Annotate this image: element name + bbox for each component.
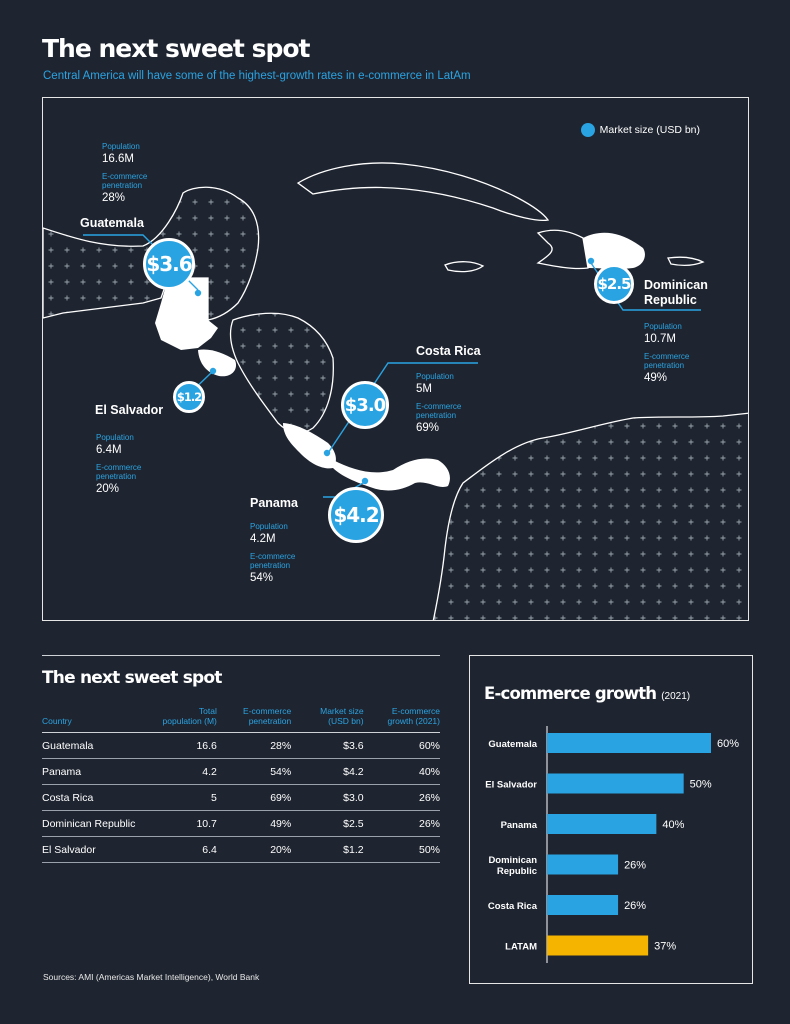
bar-value-label: 26%: [624, 900, 647, 912]
panama-name: Panama: [250, 496, 298, 510]
page-title: The next sweet spot: [42, 34, 310, 63]
bar: [547, 733, 711, 753]
cell-market: $3.6: [291, 733, 363, 759]
cell-country: Panama: [42, 759, 161, 785]
bar-value-label: 50%: [689, 778, 712, 791]
bar-chart-svg: [470, 656, 752, 983]
el-salvador-market-bubble: $1.2: [173, 381, 205, 413]
el-salvador-population-value: 6.4M: [96, 444, 122, 456]
table-row: [42, 837, 440, 863]
category-label: Panama: [500, 820, 537, 831]
bar-value-label: 37%: [654, 940, 677, 953]
cell-country: Dominican Republic: [42, 811, 161, 837]
dr-penetration-value: 49%: [644, 372, 668, 384]
guatemala-penetration-value: 28%: [102, 192, 126, 204]
bar-value-label: 60%: [717, 738, 740, 750]
cell-penetration: 20%: [217, 837, 291, 863]
legend-label: Market size (USD bn): [599, 124, 700, 136]
chart-title: E-commerce growth (2021): [484, 684, 691, 703]
cell-country: Costa Rica: [42, 785, 161, 811]
puerto-rico-outline: [668, 257, 703, 265]
panama-population-label: Population: [250, 522, 288, 531]
header-country: Country: [42, 716, 72, 726]
bar: [547, 936, 648, 956]
legend-dot-icon: [581, 123, 595, 137]
guatemala-population-label: Population: [102, 142, 140, 151]
panama-shape: [333, 458, 450, 490]
guatemala-market-bubble: $3.6: [143, 238, 195, 290]
table-row: [42, 759, 440, 785]
bar-value-label: 40%: [662, 819, 685, 831]
table-title: The next sweet spot: [42, 668, 222, 688]
category-label: Costa Rica: [487, 901, 537, 912]
summary-table-section: [42, 655, 440, 863]
category-label: LATAM: [505, 941, 537, 953]
bar: [547, 814, 656, 834]
bar-value-label: 26%: [624, 859, 647, 872]
bar: [547, 855, 618, 875]
haiti-outline: [538, 230, 588, 268]
page-subtitle: Central America will have some of the highest-growth rates in e-commerce in LatAm: [43, 70, 471, 82]
category-label: Dominican Republic: [488, 855, 537, 877]
map-legend: [581, 123, 700, 137]
panama-penetration-value: 54%: [250, 572, 274, 584]
cell-population: 10.7: [161, 811, 217, 837]
dominican-republic-market-bubble: $2.5: [594, 264, 634, 304]
table-row: [42, 733, 440, 759]
panama-market-bubble: $4.2: [328, 487, 384, 543]
sources-note: Sources: AMI (Americas Market Intelligence), World Bank: [43, 972, 260, 982]
header-growth: E-commerce growth (2021): [387, 706, 440, 726]
el-salvador-population-label: Population: [96, 433, 134, 442]
el-salvador-ecommerce-label: E-commerce penetration: [96, 463, 142, 481]
panama-population-value: 4.2M: [250, 533, 276, 545]
el-salvador-penetration-value: 20%: [96, 483, 120, 495]
cell-market: $2.5: [291, 811, 363, 837]
costa-rica-population-value: 5M: [416, 383, 432, 395]
bar: [547, 895, 618, 915]
cuba-outline: [298, 163, 548, 220]
guatemala-name: Guatemala: [80, 216, 144, 230]
table-row: [42, 785, 440, 811]
cell-country: El Salvador: [42, 837, 161, 863]
cell-population: 5: [161, 785, 217, 811]
cell-penetration: 49%: [217, 811, 291, 837]
costa-rica-market-bubble: $3.0: [341, 381, 389, 429]
cell-country: Guatemala: [42, 733, 161, 759]
cell-growth: 50%: [364, 837, 440, 863]
dominican-republic-name: Dominican Republic: [644, 278, 708, 307]
costa-rica-name: Costa Rica: [416, 344, 481, 358]
cell-market: $4.2: [291, 759, 363, 785]
cell-population: 16.6: [161, 733, 217, 759]
cell-population: 6.4: [161, 837, 217, 863]
table-row: [42, 811, 440, 837]
cell-growth: 26%: [364, 811, 440, 837]
guatemala-population-value: 16.6M: [102, 153, 134, 165]
bar: [547, 774, 684, 794]
header-population: Total population (M): [162, 706, 217, 726]
category-label: Guatemala: [488, 739, 537, 750]
dr-ecommerce-label: E-commerce penetration: [644, 352, 690, 370]
el-salvador-name: El Salvador: [95, 403, 164, 417]
panama-ecommerce-label: E-commerce penetration: [250, 552, 296, 570]
summary-table: [42, 706, 440, 863]
cell-penetration: 54%: [217, 759, 291, 785]
costa-rica-population-label: Population: [416, 372, 454, 381]
cell-population: 4.2: [161, 759, 217, 785]
jamaica-outline: [445, 262, 483, 272]
guatemala-ecommerce-label: E-commerce penetration: [102, 172, 148, 190]
central-america-map: [42, 97, 749, 621]
table-header-row: [42, 706, 440, 733]
header-penetration: E-commerce penetration: [243, 706, 292, 726]
el-salvador-shape: [198, 350, 236, 377]
honduras-nicaragua-land: [231, 313, 334, 432]
chart-title-suffix: (2021): [661, 691, 691, 702]
cell-penetration: 69%: [217, 785, 291, 811]
costa-rica-penetration-value: 69%: [416, 422, 440, 434]
category-label: El Salvador: [485, 779, 537, 791]
header-market-size: Market size (USD bn): [320, 706, 364, 726]
cell-growth: 60%: [364, 733, 440, 759]
dr-population-label: Population: [644, 322, 682, 331]
cell-market: $1.2: [291, 837, 363, 863]
cell-market: $3.0: [291, 785, 363, 811]
table-top-rule: [42, 655, 440, 656]
cell-penetration: 28%: [217, 733, 291, 759]
south-america-land: [433, 413, 749, 621]
dr-population-value: 10.7M: [644, 333, 676, 345]
costa-rica-ecommerce-label: E-commerce penetration: [416, 402, 462, 420]
cell-growth: 26%: [364, 785, 440, 811]
cell-growth: 40%: [364, 759, 440, 785]
ecommerce-growth-chart: [469, 655, 753, 984]
